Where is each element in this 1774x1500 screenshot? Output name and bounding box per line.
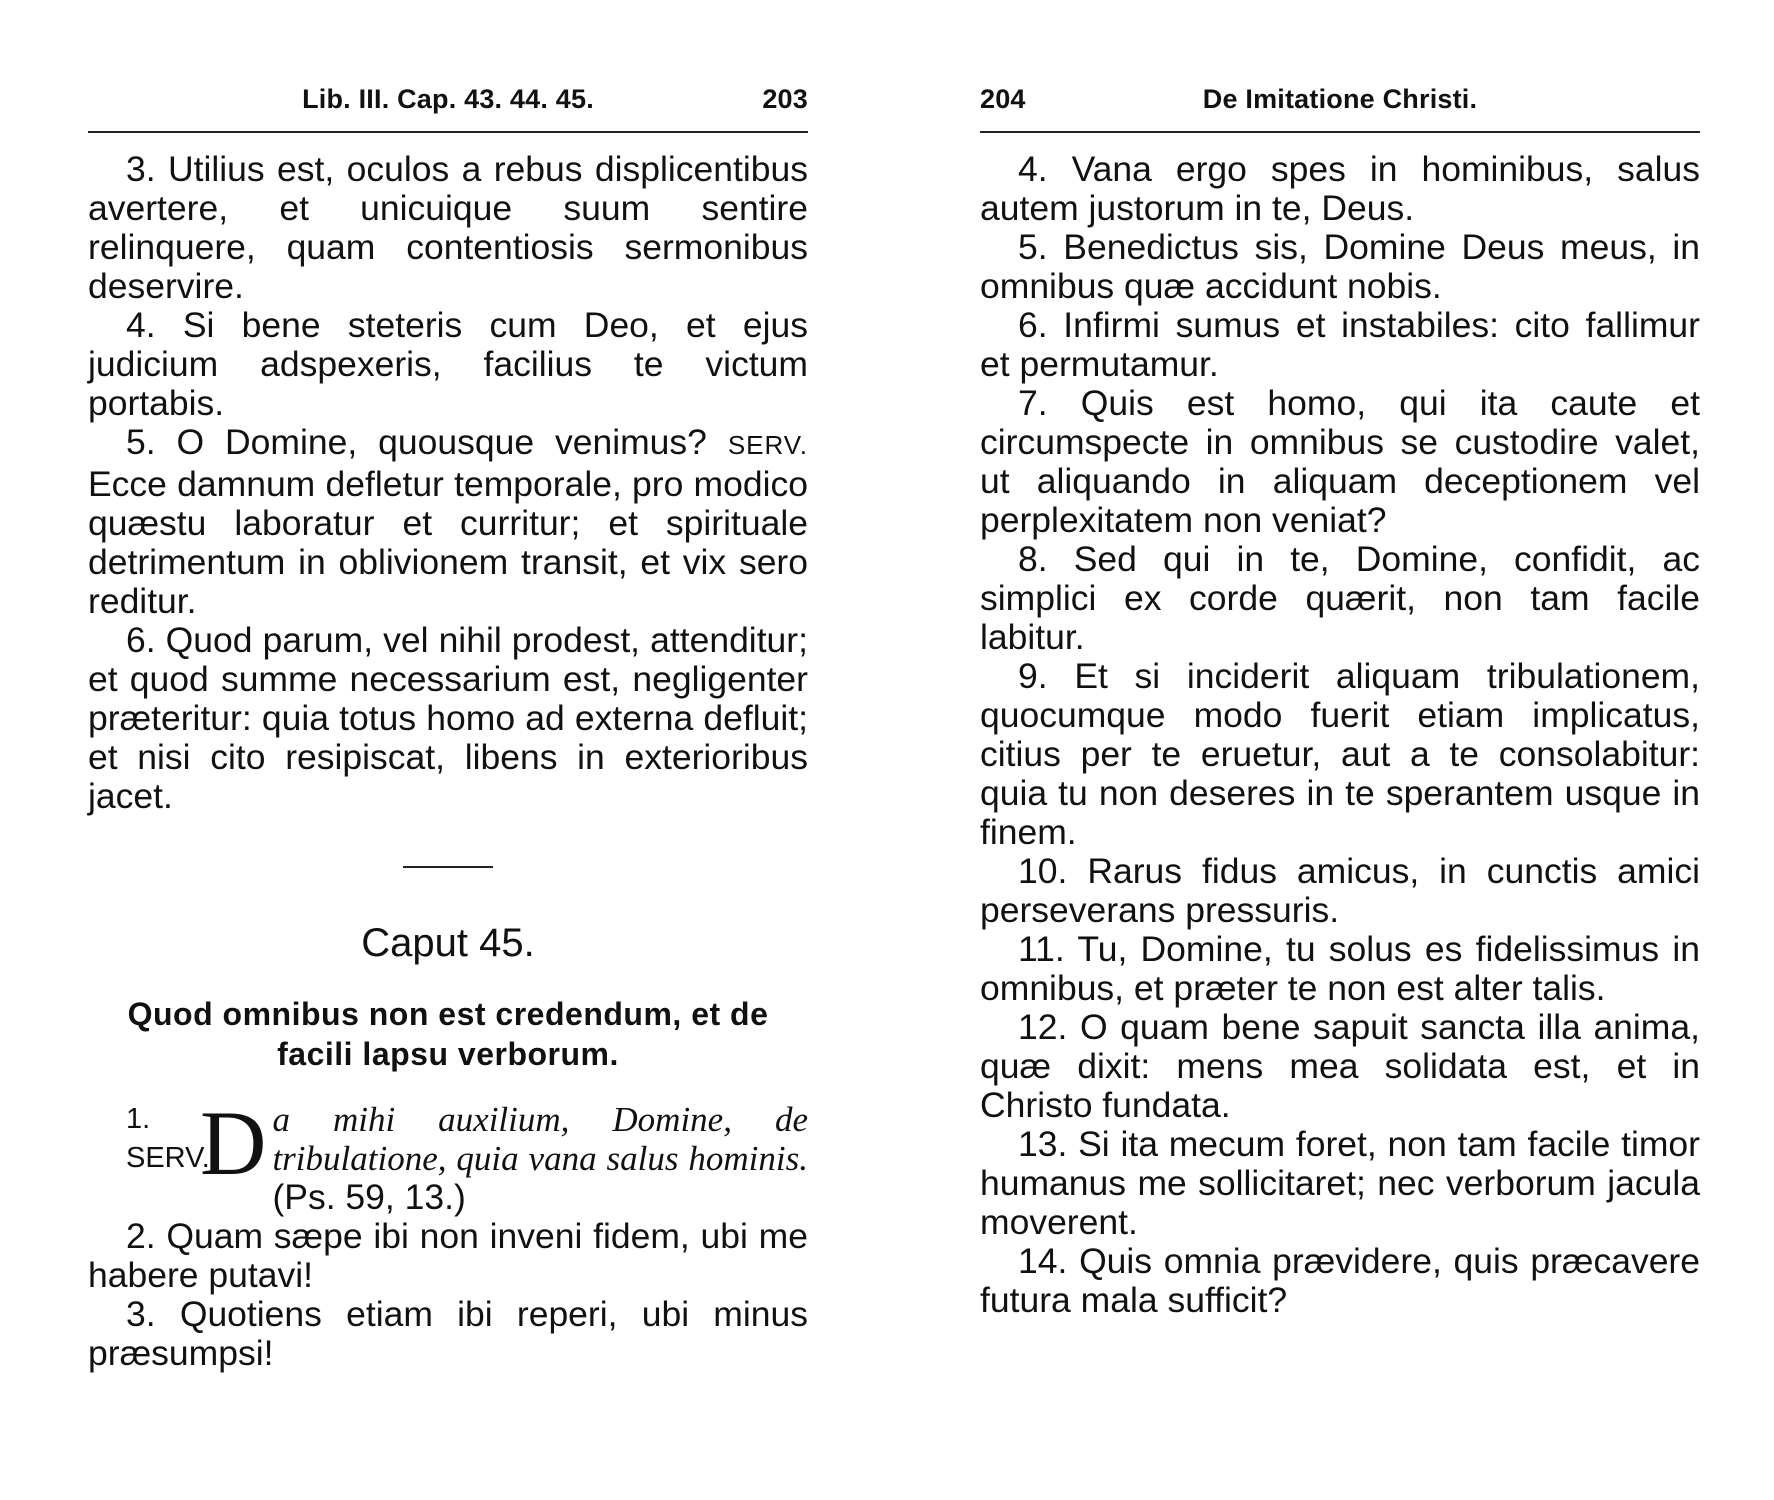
paragraph-text: Tu, Domine, tu solus es fidelissimus in omnibus, et præter te non est alter talis. (980, 929, 1700, 1008)
right-page (980, 0, 1700, 1500)
paragraph (980, 228, 1700, 306)
chapter-heading: Caput 45. (361, 921, 535, 965)
paragraph (88, 621, 808, 816)
paragraph-number: 5. (126, 422, 156, 462)
right-running-head (980, 84, 1700, 120)
left-running-head (88, 84, 808, 120)
paragraph-number: 10. (1018, 851, 1068, 891)
right-body (980, 150, 1700, 1320)
paragraph-text: Quod parum, vel nihil prodest, attenditur; et quod summe necessarium est, negligenter præteritur: quia totus homo ad externa defluit; et nisi cito resipiscat, libens in exterioribus jacet. (88, 620, 808, 816)
section-divider (403, 866, 493, 868)
paragraph-number: 4. (126, 305, 156, 345)
paragraph (88, 423, 808, 621)
paragraph-text: Rarus fidus amicus, in cunctis amici perseverans pressuris. (980, 851, 1700, 930)
paragraph (88, 306, 808, 423)
paragraph-number: 9. (1018, 656, 1048, 696)
paragraph-number: 5. (1018, 227, 1048, 267)
paragraph-number: 12. (1018, 1007, 1068, 1047)
paragraph (980, 306, 1700, 384)
paragraph (980, 1242, 1700, 1320)
paragraph-number: 3. (126, 149, 156, 189)
paragraph (980, 1008, 1700, 1125)
paragraph (980, 384, 1700, 540)
left-running-title: Lib. III. Cap. 43. 44. 45. (302, 84, 594, 114)
paragraph-number: 7. (1018, 383, 1048, 423)
paragraph-number: 6. (1018, 305, 1048, 345)
paragraph-text: Si bene steteris cum Deo, et ejus judicium adspexeris, facilius te victum portabis. (88, 305, 808, 423)
left-body (88, 150, 808, 1373)
paragraph (980, 1125, 1700, 1242)
right-page-number: 204 (980, 84, 1026, 114)
paragraph-text: Ecce damnum defletur temporale, pro modico quæstu laboratur et curritur; et spirituale detrimentum in oblivionem transit, et vix sero reditur. (88, 464, 808, 621)
paragraph (88, 1295, 808, 1373)
right-header-rule (980, 131, 1700, 133)
paragraph (88, 1217, 808, 1295)
left-header-rule (88, 131, 808, 133)
paragraph (980, 657, 1700, 852)
paragraph-text: O quam bene sapuit sancta illa anima, quæ dixit: mens mea solidata est, et in Christo fundata. (980, 1007, 1700, 1125)
chapter-title: Quod omnibus non est credendum, et de facili lapsu verborum. (127, 996, 769, 1072)
paragraph (980, 852, 1700, 930)
paragraph-number: 8. (1018, 539, 1048, 579)
paragraph-number: 14. (1018, 1241, 1068, 1281)
paragraph (88, 150, 808, 306)
speaker-label: SERV. (727, 430, 808, 460)
paragraph-text: Quotiens etiam ibi reperi, ubi minus præsumpsi! (88, 1294, 808, 1373)
paragraph-number: 2. (126, 1216, 156, 1256)
speaker-label: SERV. (126, 1142, 210, 1174)
opening-paragraph (88, 1092, 808, 1217)
left-page (88, 0, 808, 1500)
paragraph-text: Infirmi sumus et instabiles: cito fallimur et permutamur. (980, 305, 1700, 384)
paragraph-text: Si ita mecum foret, non tam facile timor humanus me sollicitaret; nec verborum jacula moverent. (980, 1124, 1700, 1242)
paragraph-text: Vana ergo spes in hominibus, salus autem justorum in te, Deus. (980, 149, 1700, 228)
paragraph-text: Quis est homo, qui ita caute et circumspecte in omnibus se custodire valet, ut aliquando in aliquam deceptionem vel perplexitatem non veniat? (980, 383, 1700, 540)
paragraph-text: Benedictus sis, Domine Deus meus, in omnibus quæ accidunt nobis. (980, 227, 1700, 306)
drop-cap: D (200, 1092, 267, 1194)
paragraph-text: Sed qui in te, Domine, confidit, ac simplici ex corde quærit, non tam facile labitur. (980, 539, 1700, 657)
scripture-reference: (Ps. 59, 13.) (272, 1177, 466, 1217)
paragraph (980, 150, 1700, 228)
paragraph-number: 3. (126, 1294, 156, 1334)
paragraph-number: 11. (1018, 929, 1065, 969)
paragraph-text: O Domine, quousque venimus? (176, 422, 707, 462)
paragraph-text: Quam sæpe ibi non inveni fidem, ubi me habere putavi! (88, 1216, 808, 1295)
paragraph-number: 6. (126, 620, 156, 660)
paragraph-text: Utilius est, oculos a rebus displicentibus avertere, et unicuique suum sentire relinquere, quam contentiosis sermonibus deservire. (88, 149, 808, 306)
paragraph-number: 4. (1018, 149, 1048, 189)
left-page-number: 203 (762, 84, 808, 114)
paragraph (980, 930, 1700, 1008)
paragraph (980, 540, 1700, 657)
right-running-title: De Imitatione Christi. (1202, 84, 1478, 114)
paragraph-text: Et si inciderit aliquam tribulationem, quocumque modo fuerit etiam implicatus, citius per te eruetur, aut a te consolabitur: quia tu non deseres in te sperantem usque in finem. (980, 656, 1700, 852)
opening-margin-labels (126, 1100, 226, 1178)
opening-italic-text: a mihi auxilium, Domine, de tribulatione, quia vana salus hominis. (272, 1100, 808, 1178)
paragraph-number: 1. (126, 1103, 151, 1135)
paragraph-text: Quis omnia prævidere, quis præcavere futura mala sufficit? (980, 1241, 1700, 1320)
paragraph-number: 13. (1018, 1124, 1068, 1164)
